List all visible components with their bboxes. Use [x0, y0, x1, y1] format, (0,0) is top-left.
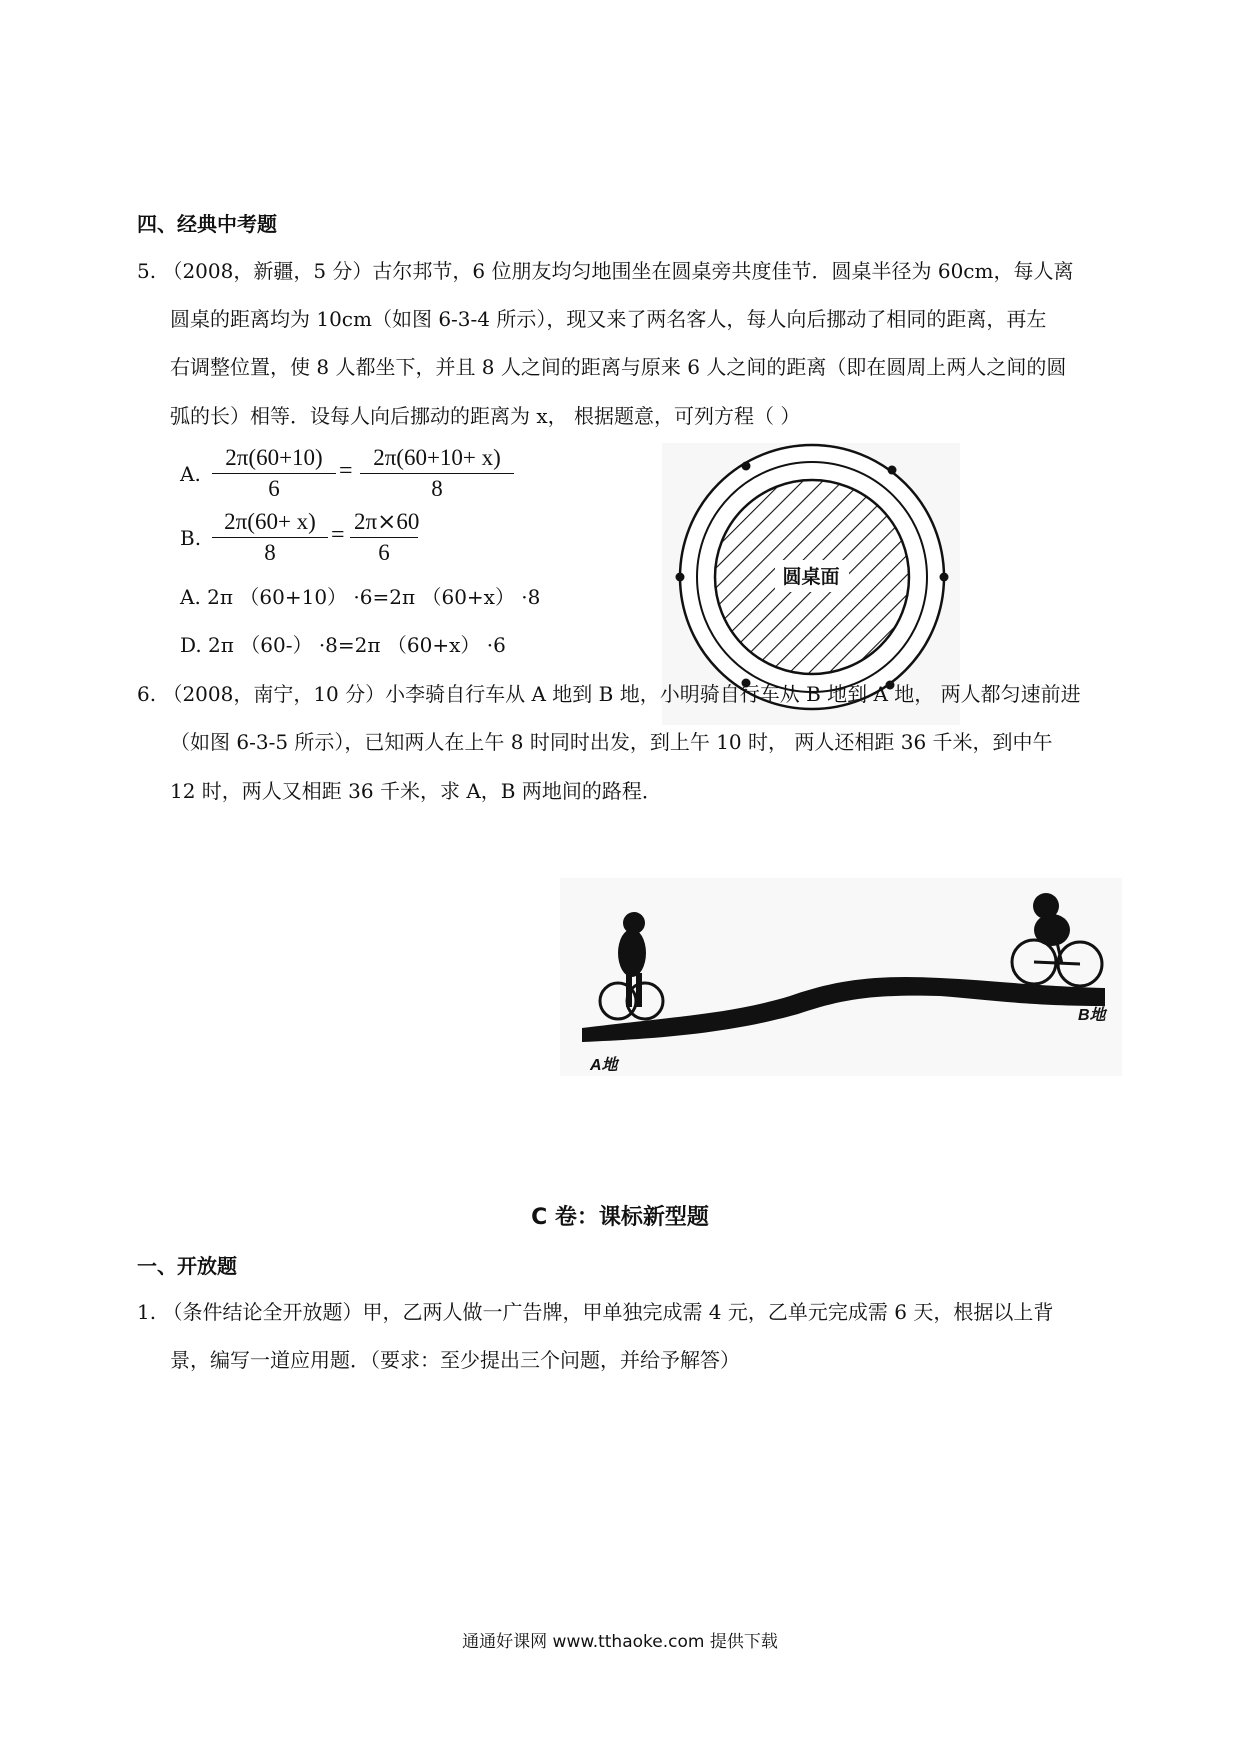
- c-q1-line-2: 景，编写一道应用题．（要求：至少提出三个问题，并给予解答）: [170, 1348, 740, 1372]
- q5-line-4: 弧的长）相等．设每人向后挪动的距离为 x， 根据题意，可列方程（ ）: [170, 404, 801, 428]
- road-figure: [560, 878, 1122, 1076]
- fraction-numerator: 2π(60+10+ x): [360, 443, 514, 474]
- fraction-numerator: 2π(60+ x): [212, 507, 328, 538]
- seat-dot: [888, 466, 897, 475]
- section-c-title: C 卷：课标新型题: [531, 1205, 709, 1230]
- option-a-label: A.: [180, 462, 201, 486]
- option-a-right-fraction: [360, 443, 514, 504]
- q6-line-3: 12 时，两人又相距 36 千米，求 A，B 两地间的路程．: [170, 779, 662, 803]
- footer-text: 通通好课网 www.tthaoke.com 提供下载: [462, 1632, 778, 1652]
- q6-line-2: （如图 6-3-5 所示），已知两人在上午 8 时同时出发，到上午 10 时， 两人还相距 36 千米，到中午: [170, 730, 1053, 754]
- c-q1-line-1: 1. （条件结论全开放题）甲，乙两人做一广告牌，甲单独完成需 4 元，乙单元完成需 6 天，根据以上背: [137, 1300, 1054, 1324]
- fraction-denominator: 8: [431, 476, 443, 501]
- equals-sign: =: [339, 458, 353, 484]
- label-b: B地: [1078, 1007, 1106, 1024]
- option-b-left-fraction: [212, 507, 328, 568]
- section-heading: 四、经典中考题: [137, 212, 277, 236]
- q6-line-1: 6. （2008，南宁，10 分）小李骑自行车从 A 地到 B 地，小明骑自行车从 B 地到 A 地， 两人都匀速前进: [137, 682, 1081, 706]
- seat-dot: [742, 462, 751, 471]
- q5-line-3: 右调整位置，使 8 人都坐下，并且 8 人之间的距离与原来 6 人之间的距离（即在圆周上两人之间的圆: [170, 355, 1067, 379]
- label-a: A地: [590, 1057, 618, 1074]
- option-c: A. 2π （60+10） ·6=2π （60+x） ·8: [180, 585, 541, 609]
- fraction-denominator: 6: [268, 476, 280, 501]
- fraction-numerator: 2π⨯60: [350, 507, 418, 538]
- cyclist-a-icon: [600, 912, 663, 1019]
- table-label: 圆桌面: [782, 566, 840, 588]
- cyclist-b-icon: [1012, 893, 1102, 986]
- section-c-heading: 一、开放题: [137, 1254, 237, 1278]
- option-b-label: B.: [180, 526, 202, 550]
- road-diagram: [560, 878, 1122, 1076]
- fraction-denominator: 8: [264, 540, 276, 565]
- option-a-left-fraction: [212, 443, 336, 504]
- q5-line-1: 5. （2008，新疆，5 分）古尔邦节，6 位朋友均匀地围坐在圆桌旁共度佳节．圆桌半径为 60cm，每人离: [137, 259, 1074, 283]
- fraction-denominator: 6: [378, 540, 390, 565]
- option-b-right-fraction: [350, 507, 418, 568]
- option-d: D. 2π （60-） ·8=2π （60+x） ·6: [180, 633, 506, 657]
- equals-sign: =: [331, 522, 345, 548]
- q5-line-2: 圆桌的距离均为 10cm（如图 6-3-4 所示），现又来了两名客人，每人向后挪动了相同的距离，再左: [170, 307, 1047, 331]
- fraction-numerator: 2π(60+10): [212, 443, 336, 474]
